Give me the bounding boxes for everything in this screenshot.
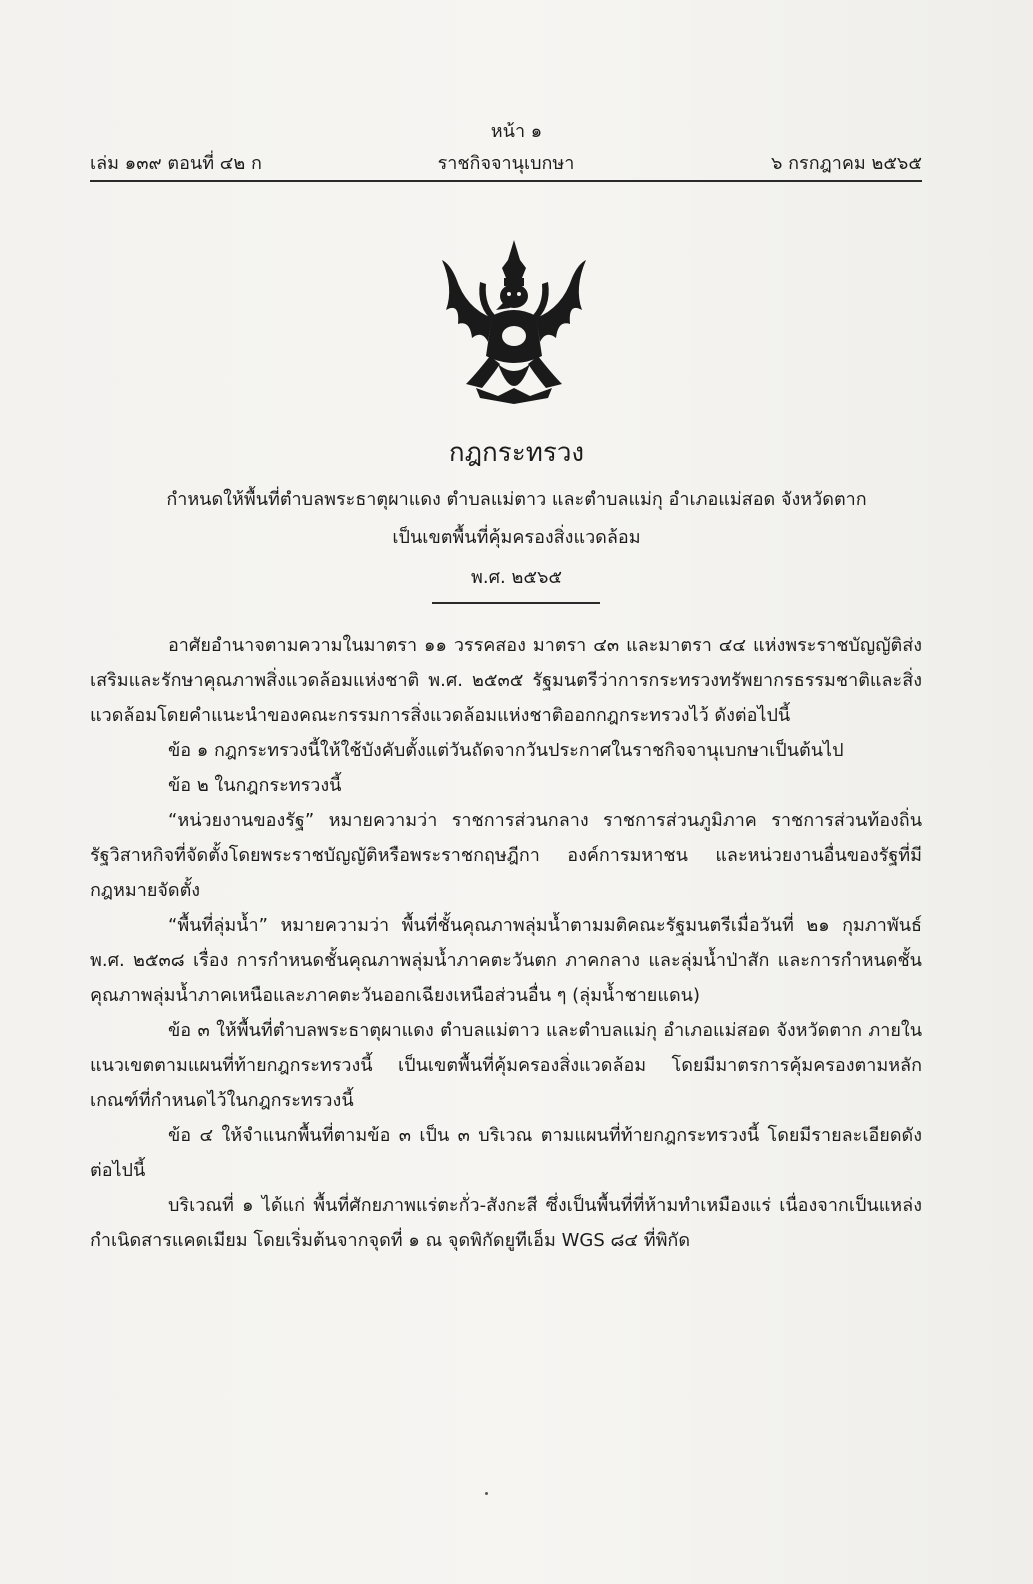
document-year: พ.ศ. ๒๕๖๕ xyxy=(471,567,562,588)
garuda-emblem-icon xyxy=(436,238,592,408)
publication-name: ราชกิจจานุเบกษา xyxy=(437,153,575,174)
page-speck xyxy=(485,1492,488,1495)
clause-3: ข้อ ๓ ให้พื้นที่ตำบลพระธาตุผาแดง ตำบลแม่ตาว และตำบลแม่กุ อำเภอแม่สอด จังหวัดตาก ภายในแนวเขตตามแผนที่ท้ายกฎกระทรวงนี้ เป็นเขตพื้นที่คุ้มครองสิ่งแวดล้อม โดยมีมาตรการคุ้มครองตามหลักเกณฑ์ที่กำหนดไว้ในกฎกระทรวงนี้ xyxy=(90,1020,922,1111)
zone-1-paragraph: บริเวณที่ ๑ ได้แก่ พื้นที่ศักยภาพแร่ตะกั่ว-สังกะสี ซึ่งเป็นพื้นที่ที่ห้ามทำเหมืองแร่ เนื่องจากเป็นแหล่งกำเนิดสารแคดเมียม โดยเริ่มต้นจากจุดที่ ๑ ณ จุดพิกัดยูทีเอ็ม WGS ๘๔ ที่พิกัด xyxy=(90,1195,922,1251)
document-subtitle-line2: เป็นเขตพื้นที่คุ้มครองสิ่งแวดล้อม xyxy=(392,527,641,548)
clause-1: ข้อ ๑ กฎกระทรวงนี้ให้ใช้บังคับตั้งแต่วันถัดจากวันประกาศในราชกิจจานุเบกษาเป็นต้นไป xyxy=(168,740,844,761)
header-divider xyxy=(90,180,922,182)
gazette-header xyxy=(90,148,922,174)
page-number: หน้า ๑ xyxy=(490,121,543,142)
title-divider xyxy=(432,602,600,604)
definition-state-agency: “หน่วยงานของรัฐ” หมายความว่า ราชการส่วนกลาง ราชการส่วนภูมิภาค ราชการส่วนท้องถิ่น รัฐวิสาหกิจที่จัดตั้งโดยพระราชบัญญัติหรือพระราชกฤษฎีกา องค์การมหาชน และหน่วยงานอื่นของรัฐที่มีกฎหมายจัดตั้ง xyxy=(90,810,922,901)
document-title: กฎกระทรวง xyxy=(448,438,585,468)
document-body xyxy=(90,628,922,1258)
clause-2: ข้อ ๒ ในกฎกระทรวงนี้ xyxy=(168,775,342,796)
clause-4: ข้อ ๔ ให้จำแนกพื้นที่ตามข้อ ๓ เป็น ๓ บริเวณ ตามแผนที่ท้ายกฎกระทรวงนี้ โดยมีรายละเอียดดังต่อไปนี้ xyxy=(90,1125,922,1181)
document-subtitle-line1: กำหนดให้พื้นที่ตำบลพระธาตุผาแดง ตำบลแม่ตาว และตำบลแม่กุ อำเภอแม่สอด จังหวัดตาก xyxy=(166,489,867,510)
publication-date: ๖ กรกฎาคม ๒๕๖๕ xyxy=(771,153,922,174)
definition-watershed-area: “พื้นที่ลุ่มน้ำ” หมายความว่า พื้นที่ชั้นคุณภาพลุ่มน้ำตามมติคณะรัฐมนตรีเมื่อวันที่ ๒๑ กุมภาพันธ์ พ.ศ. ๒๕๓๘ เรื่อง การกำหนดชั้นคุณภาพลุ่มน้ำภาคตะวันตก ภาคกลาง และลุ่มน้ำป่าสัก และการกำหนดชั้นคุณภาพลุ่มน้ำภาคเหนือและภาคตะวันออกเฉียงเหนือส่วนอื่น ๆ (ลุ่มน้ำชายแดน) xyxy=(90,915,922,1006)
preamble-paragraph: อาศัยอำนาจตามความในมาตรา ๑๑ วรรคสอง มาตรา ๔๓ และมาตรา ๔๔ แห่งพระราชบัญญัติส่งเสริมและรักษาคุณภาพสิ่งแวดล้อมแห่งชาติ พ.ศ. ๒๕๓๕ รัฐมนตรีว่าการกระทรวงทรัพยากรธรรมชาติและสิ่งแวดล้อมโดยคำแนะนำของคณะกรรมการสิ่งแวดล้อมแห่งชาติออกกฎกระทรวงไว้ ดังต่อไปนี้ xyxy=(90,635,922,726)
volume-issue: เล่ม ๑๓๙ ตอนที่ ๔๒ ก xyxy=(90,153,262,174)
